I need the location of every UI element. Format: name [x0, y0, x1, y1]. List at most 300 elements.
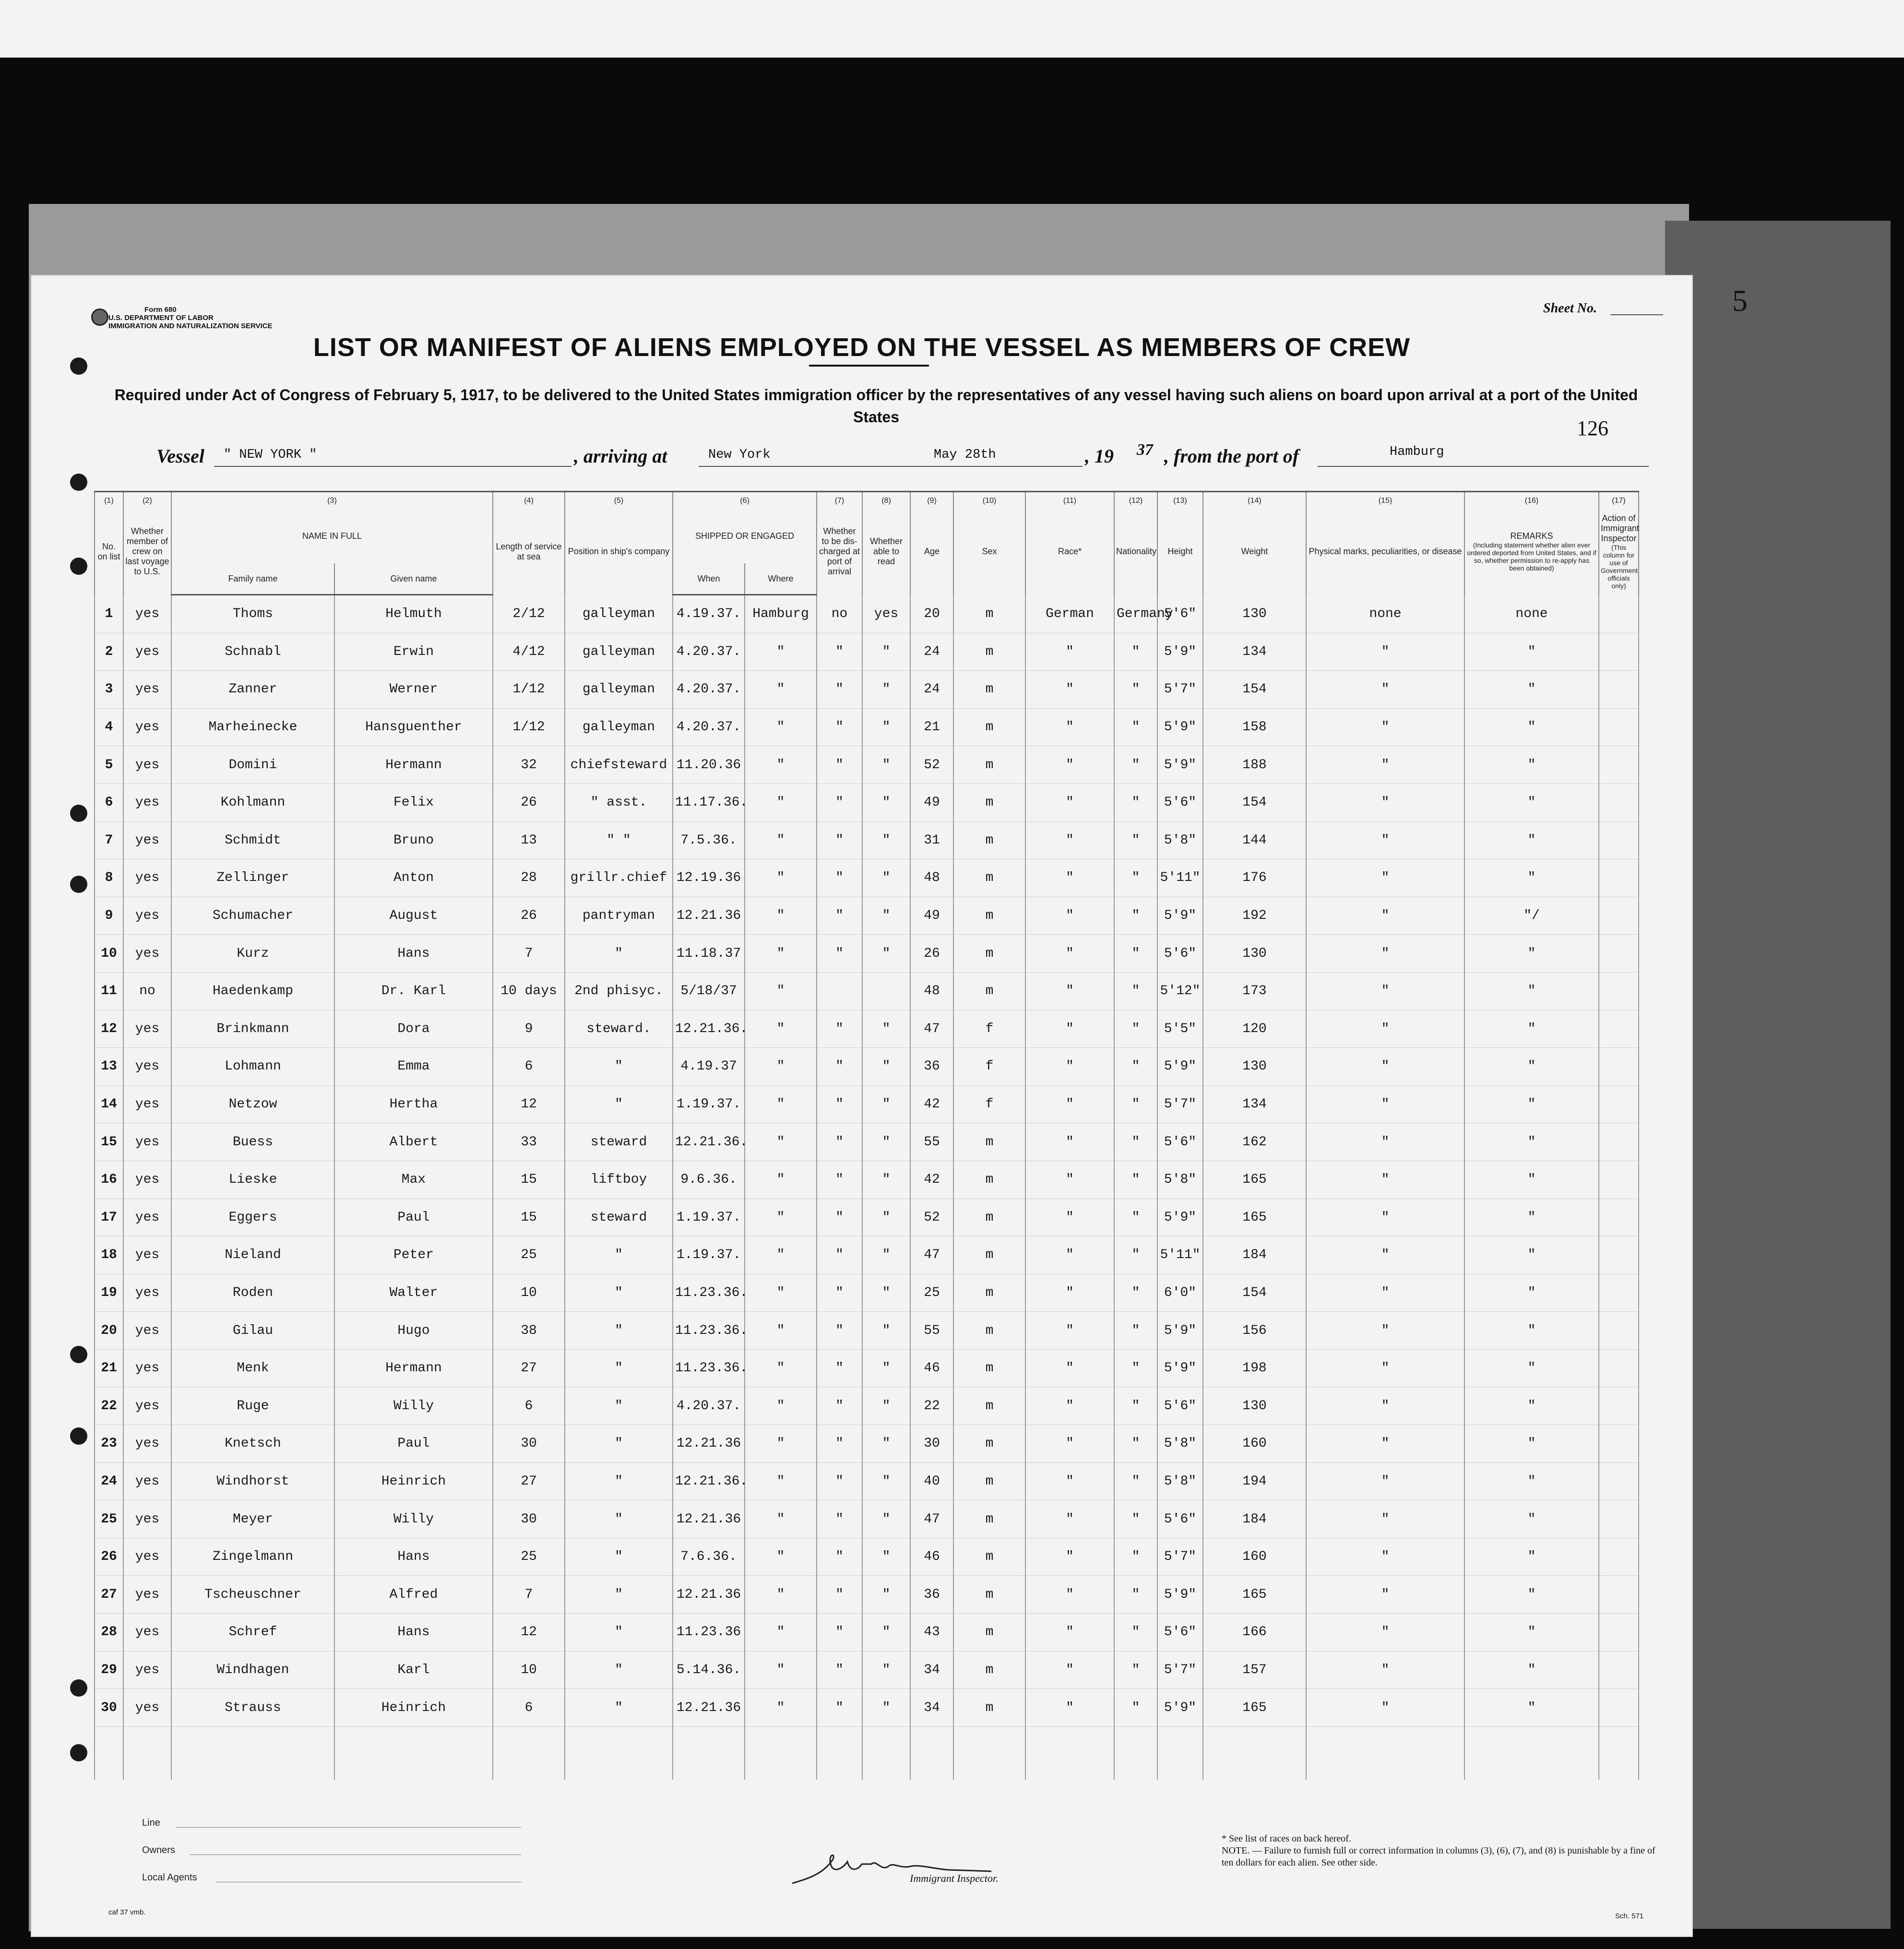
remarks-cell: " [1464, 972, 1599, 1010]
length-service-cell: 10 days [493, 972, 565, 1010]
column-number: (6) [673, 492, 817, 509]
race-cell: " [1025, 1689, 1114, 1727]
sex-cell: m [953, 1425, 1025, 1463]
member-last-voyage-cell: yes [123, 708, 171, 746]
shipped-when-cell: 11.17.36. [673, 784, 745, 821]
row-number: 8 [95, 859, 123, 897]
member-last-voyage-cell: yes [123, 1349, 171, 1387]
given-name-cell: Emma [334, 1048, 493, 1086]
position-cell: " [565, 1462, 673, 1500]
length-service-cell: 9 [493, 1010, 565, 1048]
vessel-label: Vessel [156, 445, 204, 467]
action-cell [1599, 1048, 1639, 1086]
remarks-cell: " [1464, 1651, 1599, 1689]
nationality-cell: " [1114, 1312, 1157, 1350]
shipped-when-cell: 11.23.36. [673, 1312, 745, 1350]
able-read-cell: " [862, 1538, 910, 1576]
binder-hole [70, 558, 87, 575]
from-port-label: , from the port of [1164, 445, 1299, 467]
race-cell: German [1025, 595, 1114, 633]
member-last-voyage-cell: yes [123, 1462, 171, 1500]
weight-cell: 165 [1203, 1689, 1306, 1727]
position-cell: 2nd phisyc. [565, 972, 673, 1010]
race-cell: " [1025, 1349, 1114, 1387]
weight-cell: 130 [1203, 1387, 1306, 1425]
row-number: 6 [95, 784, 123, 821]
remarks-cell: " [1464, 1010, 1599, 1048]
table-row [95, 1161, 1639, 1199]
able-read-cell: " [862, 859, 910, 897]
physical-marks-cell: " [1306, 1312, 1464, 1350]
member-last-voyage-cell: yes [123, 746, 171, 784]
weight-cell: 154 [1203, 1274, 1306, 1312]
member-last-voyage-cell: yes [123, 595, 171, 633]
page-subtitle: Required under Act of Congress of February 5, 1917, to be delivered to the United States immigration officer by the representatives of any vessel having such aliens on board upon arrival at a port of the United States [114, 386, 1638, 426]
physical-marks-cell: " [1306, 1462, 1464, 1500]
member-last-voyage-cell: yes [123, 897, 171, 935]
row-number: 15 [95, 1123, 123, 1161]
physical-marks-cell: " [1306, 1538, 1464, 1576]
physical-marks-cell: " [1306, 1199, 1464, 1236]
race-cell: " [1025, 746, 1114, 784]
discharged-cell: " [817, 897, 862, 935]
shipped-where-cell: " [745, 1236, 817, 1274]
remarks-cell: " [1464, 1274, 1599, 1312]
position-cell: " [565, 1274, 673, 1312]
column-number: (12) [1114, 492, 1157, 509]
member-last-voyage-cell: no [123, 972, 171, 1010]
handwritten-sheet-number: 126 [1577, 416, 1608, 440]
member-last-voyage-cell: yes [123, 784, 171, 821]
able-read-cell: " [862, 1614, 910, 1652]
given-name-cell: Erwin [334, 633, 493, 671]
physical-marks-cell: " [1306, 1425, 1464, 1463]
age-cell: 40 [910, 1462, 953, 1500]
height-cell: 5'7" [1157, 671, 1203, 709]
age-cell: 34 [910, 1651, 953, 1689]
binder-hole [70, 876, 87, 893]
binder-hole [70, 805, 87, 822]
age-cell: 34 [910, 1689, 953, 1727]
physical-marks-cell: " [1306, 671, 1464, 709]
owners-rule [190, 1854, 521, 1855]
column-number: (17) [1599, 492, 1639, 509]
age-cell: 47 [910, 1236, 953, 1274]
shipped-where-cell: " [745, 1651, 817, 1689]
member-last-voyage-cell: yes [123, 1689, 171, 1727]
empty-cell [1599, 1726, 1639, 1780]
header-when: When [673, 563, 745, 595]
height-cell: 5'9" [1157, 897, 1203, 935]
action-cell [1599, 1349, 1639, 1387]
length-service-cell: 10 [493, 1274, 565, 1312]
header-no-on-list: No. on list [95, 509, 123, 595]
age-cell: 43 [910, 1614, 953, 1652]
age-cell: 52 [910, 746, 953, 784]
weight-cell: 130 [1203, 1048, 1306, 1086]
shipped-where-cell: " [745, 784, 817, 821]
shipped-where-cell: " [745, 1425, 817, 1463]
weight-cell: 184 [1203, 1236, 1306, 1274]
shipped-when-cell: 12.19.36 [673, 859, 745, 897]
discharged-cell: " [817, 1689, 862, 1727]
height-cell: 5'6" [1157, 595, 1203, 633]
races-note: * See list of races on back hereof. [1222, 1833, 1351, 1844]
row-number: 27 [95, 1576, 123, 1614]
form-identifier [108, 306, 273, 330]
able-read-cell: " [862, 821, 910, 859]
given-name-cell: Paul [334, 1199, 493, 1236]
given-name-cell: Dr. Karl [334, 972, 493, 1010]
remarks-cell: " [1464, 1538, 1599, 1576]
position-cell: " [565, 1312, 673, 1350]
weight-cell: 198 [1203, 1349, 1306, 1387]
sex-cell: m [953, 859, 1025, 897]
given-name-cell: Hugo [334, 1312, 493, 1350]
table-row [95, 1576, 1639, 1614]
age-cell: 49 [910, 784, 953, 821]
weight-cell: 165 [1203, 1199, 1306, 1236]
height-cell: 5'6" [1157, 1387, 1203, 1425]
shipped-when-cell: 12.21.36 [673, 1576, 745, 1614]
physical-marks-cell: " [1306, 708, 1464, 746]
shipped-where-cell: " [745, 821, 817, 859]
nationality-cell: " [1114, 746, 1157, 784]
row-number: 24 [95, 1462, 123, 1500]
given-name-cell: Karl [334, 1651, 493, 1689]
shipped-when-cell: 5/18/37 [673, 972, 745, 1010]
shipped-when-cell: 4.20.37. [673, 633, 745, 671]
shipped-when-cell: 11.23.36. [673, 1274, 745, 1312]
given-name-cell: Hertha [334, 1085, 493, 1123]
physical-marks-cell: " [1306, 897, 1464, 935]
length-service-cell: 4/12 [493, 633, 565, 671]
race-cell: " [1025, 1651, 1114, 1689]
able-read-cell: " [862, 746, 910, 784]
empty-cell [673, 1726, 745, 1780]
header-shipped-engaged: SHIPPED OR ENGAGED [673, 509, 817, 563]
race-cell: " [1025, 1387, 1114, 1425]
sex-cell: m [953, 671, 1025, 709]
race-cell: " [1025, 1048, 1114, 1086]
shipped-when-cell: 4.19.37 [673, 1048, 745, 1086]
row-number: 21 [95, 1349, 123, 1387]
shipped-where-cell: " [745, 935, 817, 973]
position-cell: steward [565, 1199, 673, 1236]
nationality-cell: " [1114, 1010, 1157, 1048]
department-seal [91, 309, 108, 326]
physical-marks-cell: " [1306, 1576, 1464, 1614]
weight-cell: 120 [1203, 1010, 1306, 1048]
remarks-cell: " [1464, 1161, 1599, 1199]
column-number: (2) [123, 492, 171, 509]
race-cell: " [1025, 935, 1114, 973]
member-last-voyage-cell: yes [123, 821, 171, 859]
shipped-when-cell: 12.21.36 [673, 897, 745, 935]
given-name-cell: Werner [334, 671, 493, 709]
remarks-cell: " [1464, 746, 1599, 784]
shipped-where-cell: " [745, 671, 817, 709]
action-cell [1599, 1387, 1639, 1425]
sex-cell: m [953, 972, 1025, 1010]
race-cell: " [1025, 1274, 1114, 1312]
able-read-cell: " [862, 1651, 910, 1689]
height-cell: 5'9" [1157, 1312, 1203, 1350]
sex-cell: f [953, 1048, 1025, 1086]
row-number: 7 [95, 821, 123, 859]
race-cell: " [1025, 897, 1114, 935]
sex-cell: m [953, 746, 1025, 784]
family-name-cell: Meyer [171, 1500, 334, 1538]
family-name-cell: Eggers [171, 1199, 334, 1236]
member-last-voyage-cell: yes [123, 1387, 171, 1425]
discharged-cell: " [817, 1425, 862, 1463]
sex-cell: f [953, 1010, 1025, 1048]
action-cell [1599, 1614, 1639, 1652]
length-service-cell: 28 [493, 859, 565, 897]
weight-cell: 192 [1203, 897, 1306, 935]
position-cell: " " [565, 821, 673, 859]
sex-cell: m [953, 633, 1025, 671]
table-row [95, 1425, 1639, 1463]
sheet-number-label: Sheet No. [1543, 301, 1597, 316]
from-underline [1318, 466, 1649, 467]
age-cell: 46 [910, 1349, 953, 1387]
discharged-cell: " [817, 821, 862, 859]
shipped-where-cell: " [745, 1689, 817, 1727]
position-cell: " [565, 1576, 673, 1614]
age-cell: 20 [910, 595, 953, 633]
given-name-cell: Paul [334, 1425, 493, 1463]
remarks-cell: " [1464, 1349, 1599, 1387]
given-name-cell: Hans [334, 935, 493, 973]
film-edge [0, 0, 1904, 58]
action-cell [1599, 1425, 1639, 1463]
departure-port: Hamburg [1390, 445, 1444, 459]
discharged-cell: " [817, 935, 862, 973]
given-name-cell: Willy [334, 1387, 493, 1425]
sex-cell: m [953, 1689, 1025, 1727]
arrival-port: New York [708, 448, 771, 462]
header-able-read: Whether able to read [862, 509, 910, 595]
action-cell [1599, 1199, 1639, 1236]
length-service-cell: 1/12 [493, 671, 565, 709]
action-cell [1599, 1462, 1639, 1500]
row-number: 13 [95, 1048, 123, 1086]
position-cell: " [565, 1085, 673, 1123]
row-number: 17 [95, 1199, 123, 1236]
action-note: (This column for use of Government officials only) [1601, 544, 1638, 590]
weight-cell: 194 [1203, 1462, 1306, 1500]
sex-cell: m [953, 1274, 1025, 1312]
position-cell: " [565, 935, 673, 973]
race-cell: " [1025, 1161, 1114, 1199]
physical-marks-cell: " [1306, 821, 1464, 859]
shipped-where-cell: " [745, 1312, 817, 1350]
family-name-cell: Gilau [171, 1312, 334, 1350]
able-read-cell: " [862, 1425, 910, 1463]
age-cell: 24 [910, 633, 953, 671]
header-sex: Sex [953, 509, 1025, 595]
page-title: LIST OR MANIFEST OF ALIENS EMPLOYED ON THE VESSEL AS MEMBERS OF CREW [313, 333, 1411, 362]
nationality-cell: " [1114, 1048, 1157, 1086]
length-service-cell: 15 [493, 1161, 565, 1199]
shipped-when-cell: 7.6.36. [673, 1538, 745, 1576]
position-cell: steward [565, 1123, 673, 1161]
table-row [95, 1614, 1639, 1652]
shipped-when-cell: 11.23.36 [673, 1614, 745, 1652]
sex-cell: m [953, 1462, 1025, 1500]
header-age: Age [910, 509, 953, 595]
position-cell: galleyman [565, 708, 673, 746]
shipped-when-cell: 9.6.36. [673, 1161, 745, 1199]
discharged-cell: " [817, 859, 862, 897]
empty-cell [1157, 1726, 1203, 1780]
height-cell: 5'9" [1157, 708, 1203, 746]
position-cell: " [565, 1425, 673, 1463]
given-name-cell: Hans [334, 1538, 493, 1576]
shipped-when-cell: 12.21.36. [673, 1462, 745, 1500]
table-row [95, 1651, 1639, 1689]
position-cell: chiefsteward [565, 746, 673, 784]
able-read-cell: " [862, 1462, 910, 1500]
race-cell: " [1025, 972, 1114, 1010]
row-number: 30 [95, 1689, 123, 1727]
weight-cell: 165 [1203, 1576, 1306, 1614]
row-number: 26 [95, 1538, 123, 1576]
given-name-cell: Albert [334, 1123, 493, 1161]
action-cell [1599, 1274, 1639, 1312]
empty-cell [95, 1726, 123, 1780]
age-cell: 22 [910, 1387, 953, 1425]
table-row [95, 708, 1639, 746]
position-cell: grillr.chief [565, 859, 673, 897]
age-cell: 42 [910, 1161, 953, 1199]
action-cell [1599, 784, 1639, 821]
remarks-cell: " [1464, 671, 1599, 709]
table-row [95, 1462, 1639, 1500]
table-row [95, 1689, 1639, 1727]
line-label: Line [142, 1818, 160, 1828]
member-last-voyage-cell: yes [123, 1010, 171, 1048]
weight-cell: 144 [1203, 821, 1306, 859]
action-cell [1599, 595, 1639, 633]
physical-marks-cell: " [1306, 859, 1464, 897]
row-number: 2 [95, 633, 123, 671]
sex-cell: m [953, 1236, 1025, 1274]
nationality-cell: " [1114, 1387, 1157, 1425]
nationality-cell: " [1114, 1500, 1157, 1538]
title-underline [809, 365, 929, 367]
row-number: 18 [95, 1236, 123, 1274]
table-row [95, 935, 1639, 973]
age-cell: 47 [910, 1010, 953, 1048]
length-service-cell: 6 [493, 1689, 565, 1727]
given-name-cell: Helmuth [334, 595, 493, 633]
nationality-cell: " [1114, 1689, 1157, 1727]
physical-marks-cell: " [1306, 1349, 1464, 1387]
action-cell [1599, 1689, 1639, 1727]
vessel-line [156, 441, 1654, 474]
nationality-cell: " [1114, 1651, 1157, 1689]
position-cell: " [565, 1614, 673, 1652]
length-service-cell: 6 [493, 1048, 565, 1086]
shipped-where-cell: " [745, 1085, 817, 1123]
given-name-cell: Willy [334, 1500, 493, 1538]
race-cell: " [1025, 1010, 1114, 1048]
family-name-cell: Menk [171, 1349, 334, 1387]
column-number: (10) [953, 492, 1025, 509]
shipped-where-cell: " [745, 897, 817, 935]
empty-cell [1464, 1726, 1599, 1780]
age-cell: 52 [910, 1199, 953, 1236]
discharged-cell: " [817, 1085, 862, 1123]
family-name-cell: Domini [171, 746, 334, 784]
shipped-where-cell: " [745, 1462, 817, 1500]
shipped-when-cell: 4.20.37. [673, 671, 745, 709]
table-row [95, 633, 1639, 671]
race-cell: " [1025, 784, 1114, 821]
race-cell: " [1025, 859, 1114, 897]
position-cell: " [565, 1236, 673, 1274]
physical-marks-cell: " [1306, 633, 1464, 671]
length-service-cell: 7 [493, 935, 565, 973]
member-last-voyage-cell: yes [123, 1085, 171, 1123]
position-cell: liftboy [565, 1161, 673, 1199]
able-read-cell: " [862, 1161, 910, 1199]
sex-cell: m [953, 935, 1025, 973]
table-row [95, 1500, 1639, 1538]
sex-cell: m [953, 595, 1025, 633]
position-cell: " [565, 1349, 673, 1387]
physical-marks-cell: " [1306, 784, 1464, 821]
local-agents-label: Local Agents [142, 1872, 197, 1883]
action-cell [1599, 746, 1639, 784]
discharged-cell: " [817, 708, 862, 746]
length-service-cell: 25 [493, 1538, 565, 1576]
able-read-cell: " [862, 1010, 910, 1048]
family-name-cell: Marheinecke [171, 708, 334, 746]
given-name-cell: Hansguenther [334, 708, 493, 746]
able-read-cell: " [862, 935, 910, 973]
age-cell: 48 [910, 972, 953, 1010]
empty-cell [565, 1726, 673, 1780]
remarks-title: REMARKS [1510, 531, 1553, 541]
year-prefix: , 19 [1085, 445, 1114, 467]
nationality-cell: " [1114, 897, 1157, 935]
physical-marks-cell: " [1306, 935, 1464, 973]
position-cell: " [565, 1500, 673, 1538]
able-read-cell: " [862, 897, 910, 935]
discharged-cell: no [817, 595, 862, 633]
able-read-cell [862, 972, 910, 1010]
position-cell: pantryman [565, 897, 673, 935]
age-cell: 36 [910, 1576, 953, 1614]
row-number: 25 [95, 1500, 123, 1538]
member-last-voyage-cell: yes [123, 1274, 171, 1312]
row-number: 14 [95, 1085, 123, 1123]
port-underline [699, 466, 948, 467]
column-number-row [95, 492, 1639, 509]
shipped-where-cell: " [745, 1538, 817, 1576]
sex-cell: m [953, 1123, 1025, 1161]
position-cell: galleyman [565, 671, 673, 709]
family-name-cell: Zanner [171, 671, 334, 709]
empty-cell [1306, 1726, 1464, 1780]
row-number: 3 [95, 671, 123, 709]
height-cell: 5'7" [1157, 1651, 1203, 1689]
member-last-voyage-cell: yes [123, 1312, 171, 1350]
